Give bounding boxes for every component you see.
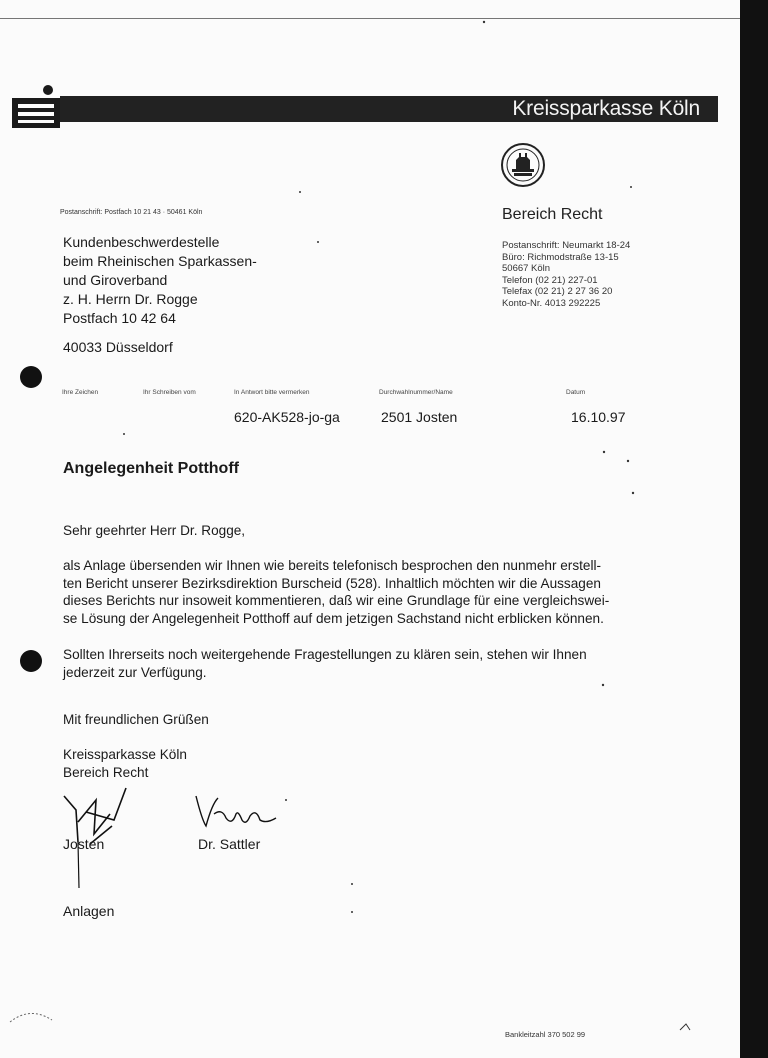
recipient-city: 40033 Düsseldorf (63, 339, 173, 355)
closing: Mit freundlichen Grüßen (63, 712, 209, 727)
extension-value: 2501 Josten (381, 409, 458, 425)
contact-postal: Postanschrift: Neumarkt 18-24 (502, 240, 631, 251)
reply-note-value: 620-AK528-jo-ga (234, 409, 340, 425)
signature-org-name: Kreissparkasse Köln (63, 747, 187, 762)
paragraph-line: dieses Berichts nur insoweit kommentieren, daß wir eine Grundlage für eine vergleichswei- (63, 593, 610, 608)
contact-office: Büro: Richmodstraße 13-15 (502, 251, 619, 263)
paragraph-line: ten Bericht unserer Bezirksdirektion Burscheid (528). Inhaltlich möchten wir die Aussagen (63, 575, 601, 591)
sender-return-line: Postanschrift: Postfach 10 21 43 · 50461 Köln (60, 209, 203, 216)
recipient-line: Postfach 10 42 64 (63, 310, 176, 326)
contact-phone: Telefon (02 21) 227-01 (502, 274, 598, 286)
bank-code-footer: Bankleitzahl 370 502 99 (505, 1030, 586, 1039)
paragraph-line: se Lösung der Angelegenheit Potthoff auf dem jetzigen Sachstand nicht erblicken können. (63, 610, 604, 626)
recipient-line: Kundenbeschwerdestelle (63, 234, 220, 250)
subject-line: Angelegenheit Potthoff (63, 460, 239, 477)
label-your-letter: Ihr Schreiben vom (143, 389, 196, 396)
department-title: Bereich Recht (502, 206, 603, 223)
signer-josten: Josten (63, 836, 105, 852)
signer-sattler: Dr. Sattler (198, 836, 261, 852)
scan-border (740, 0, 768, 1058)
label-your-sign: Ihre Zeichen (62, 389, 99, 396)
signature-dept: Bereich Recht (63, 764, 149, 780)
label-extension: Durchwahlnummer/Name (379, 389, 453, 396)
recipient-line: und Giroverband (63, 272, 168, 288)
label-reply-note: In Antwort bitte vermerken (234, 389, 310, 396)
contact-city: 50667 Köln (502, 263, 551, 274)
enclosures: Anlagen (63, 903, 115, 919)
label-date: Datum (566, 389, 586, 396)
contact-fax: Telefax (02 21) 2 27 36 20 (502, 286, 613, 297)
recipient-line: z. H. Herrn Dr. Rogge (63, 291, 198, 307)
contact-account: Konto-Nr. 4013 292225 (502, 297, 601, 309)
recipient-line: beim Rheinischen Sparkassen- (63, 253, 257, 269)
date-value: 16.10.97 (571, 409, 626, 425)
paragraph-line: Sollten Ihrerseits noch weitergehende Fragestellungen zu klären sein, stehen wir Ihnen (63, 647, 587, 662)
paragraph-line: als Anlage übersenden wir Ihnen wie bereits telefonisch besprochen den nunmehr erstell- (63, 558, 602, 573)
bank-name: Kreissparkasse Köln (512, 97, 700, 120)
paragraph-line: jederzeit zur Verfügung. (63, 664, 207, 680)
salutation: Sehr geehrter Herr Dr. Rogge, (63, 523, 246, 538)
